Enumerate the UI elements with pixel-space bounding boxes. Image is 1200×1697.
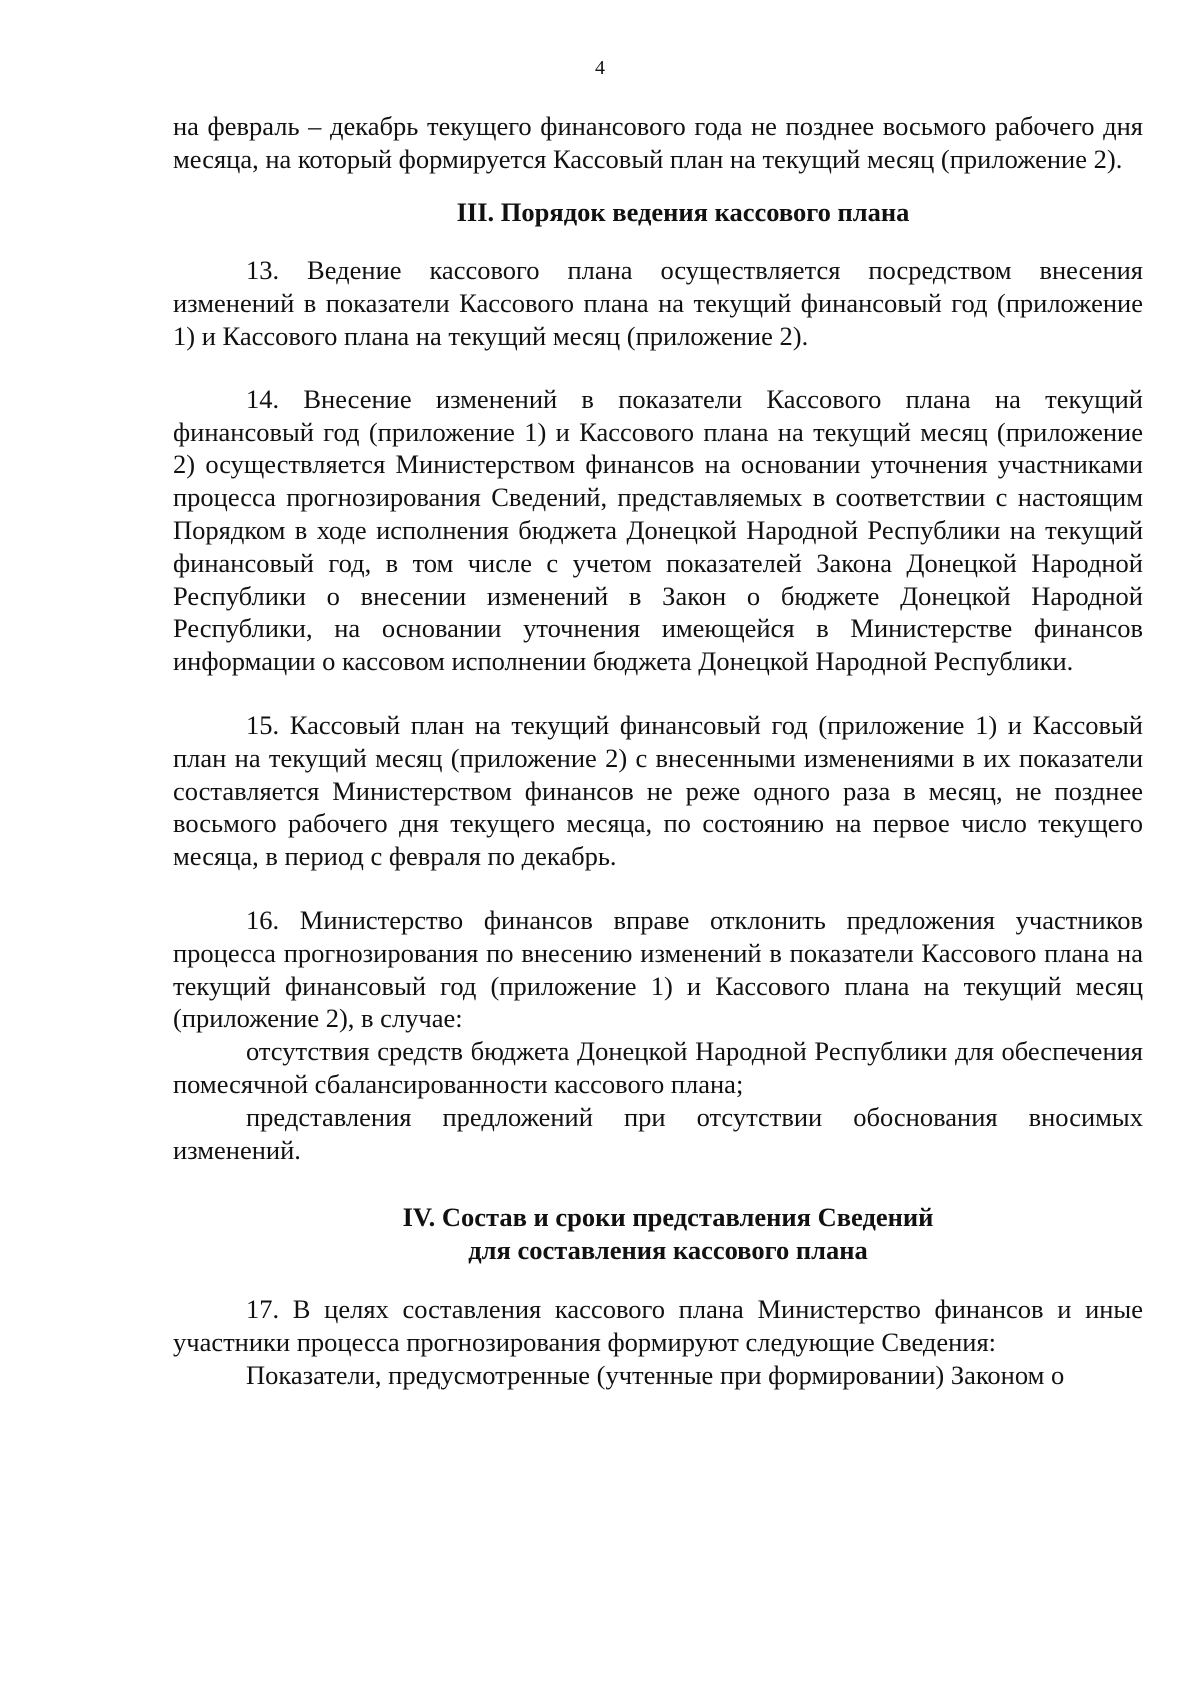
document-body	[173, 110, 1143, 1391]
paragraph-16: 16. Министерство финансов вправе отклонить предложения участников процесса прогнозирования по внесению изменений в показатели Кассового плана на текущий финансовый год (приложение 1) и Кассового плана на текущий месяц (приложение 2), в случае:	[173, 904, 1143, 1034]
paragraph-16-item-b: представления предложений при отсутствии обоснования вносимых изменений.	[173, 1101, 1143, 1165]
paragraph-14: 14. Внесение изменений в показатели Кассового плана на текущий финансовый год (приложение 1) и Кассового плана на текущий месяц (приложение 2) осуществляется Министерством финансов на основании уточнения участниками процесса прогнозирования Сведений, представляемых в соответствии с настоящим Порядком в ходе исполнения бюджета Донецкой Народной Республики на текущий финансовый год, в том числе с учетом показателей Закона Донецкой Народной Республики о внесении изменений в Закон о бюджете Донецкой Народной Республики, на основании уточнения имеющейся в Министерстве финансов информации о кассовом исполнении бюджета Донецкой Народной Республики.	[173, 383, 1143, 677]
page-number: 4	[595, 57, 605, 79]
section-4-heading	[173, 1201, 1143, 1267]
paragraph-13: 13. Ведение кассового плана осуществляется посредством внесения изменений в показатели Кассового плана на текущий финансовый год (приложение 1) и Кассового плана на текущий месяц (приложение 2).	[173, 255, 1143, 351]
paragraph-15: 15. Кассовый план на текущий финансовый год (приложение 1) и Кассовый план на текущий месяц (приложение 2) с внесенными изменениями в их показатели составляется Министерством финансов не реже одного раза в месяц, не позднее восьмого рабочего дня текущего месяца, по состоянию на первое число текущего месяца, в период с февраля по декабрь.	[173, 709, 1143, 872]
section-4-heading-line-2: для составления кассового плана	[468, 1235, 868, 1266]
section-4-heading-line-1: IV. Состав и сроки представления Сведений	[402, 1202, 934, 1233]
paragraph-17-item-a: Показатели, предусмотренные (учтенные при формировании) Законом о	[246, 1359, 1065, 1390]
paragraph-intro-continuation: на февраль – декабрь текущего финансового года не позднее восьмого рабочего дня месяца, на который формируется Кассовый план на текущий месяц (приложение 2).	[173, 111, 1143, 174]
section-3-heading-text: III. Порядок ведения кассового плана	[456, 196, 910, 227]
paragraph-16-item-a: отсутствия средств бюджета Донецкой Народной Республики для обеспечения помесячной сбалансированности кассового плана;	[173, 1036, 1143, 1099]
section-3-heading	[173, 196, 1143, 229]
paragraph-17: 17. В целях составления кассового плана Министерство финансов и иные участники процесса прогнозирования формируют следующие Сведения:	[173, 1293, 1143, 1357]
